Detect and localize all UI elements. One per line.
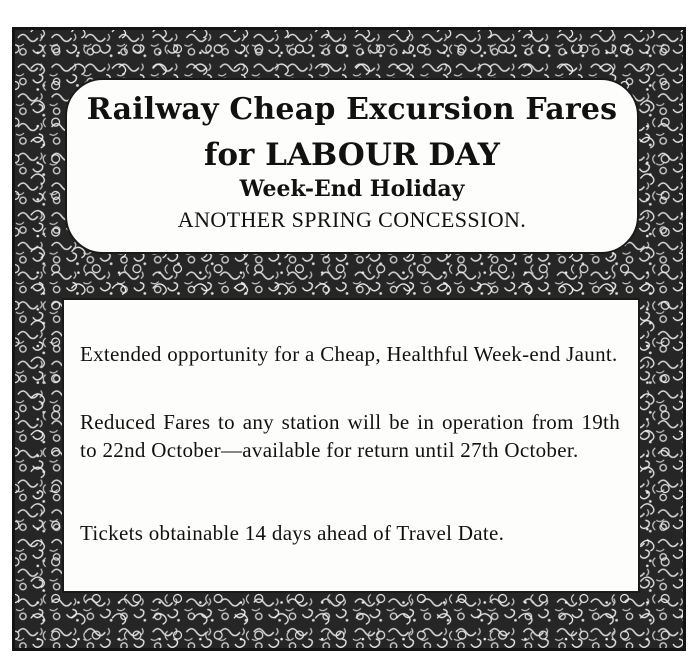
heading-labour-day: for LABOUR DAY	[204, 137, 500, 173]
paragraph-tickets: Tickets obtainable 14 days ahead of Travel Date.	[80, 521, 505, 545]
paragraph-reduced-fares: Reduced Fares to any station will be in operation from 19th to 22nd October—available for return until 27th October.	[80, 410, 620, 462]
paragraph-opportunity: Extended opportunity for a Cheap, Healthful Week-end Jaunt.	[80, 342, 618, 366]
title-panel	[65, 78, 639, 254]
heading-week-end-holiday: Week-End Holiday	[239, 176, 465, 202]
body-panel	[62, 298, 640, 593]
advertisement	[12, 27, 686, 651]
heading-main: Railway Cheap Excursion Fares	[86, 92, 618, 127]
heading-spring-concession: ANOTHER SPRING CONCESSION.	[177, 207, 527, 232]
